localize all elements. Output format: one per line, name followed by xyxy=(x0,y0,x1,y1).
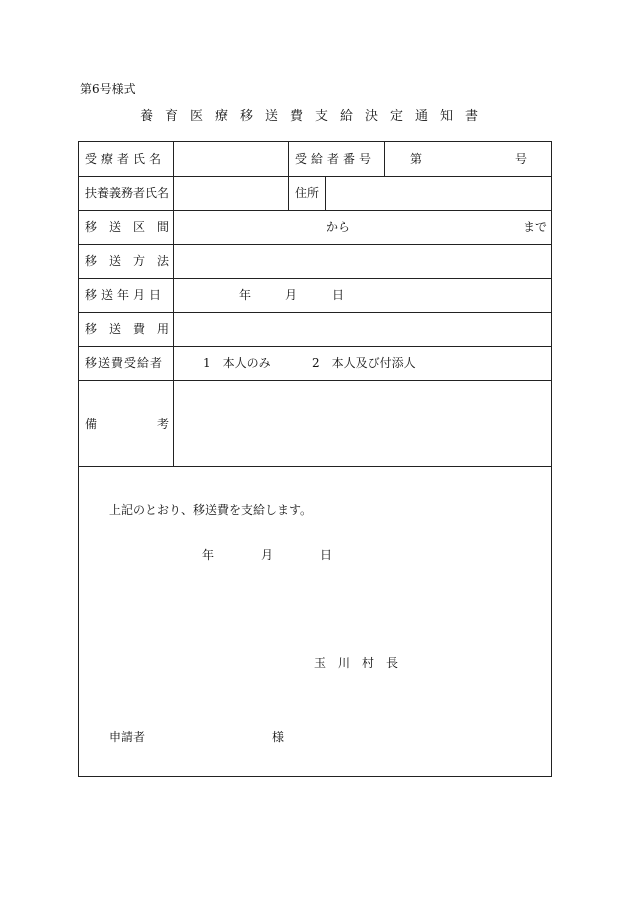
document-title: 養育医療移送費支給決定通知書 xyxy=(139,109,490,124)
payee-option-with-attendant[interactable]: 2 本人及び付添人 xyxy=(312,356,416,370)
method-field[interactable] xyxy=(175,246,545,276)
method-label: 移送方法 xyxy=(85,254,182,268)
remarks-label-right: 考 xyxy=(157,417,170,431)
applicant-name-field[interactable] xyxy=(159,724,269,744)
guardian-name-field[interactable] xyxy=(175,178,286,208)
form-number: 第6号様式 xyxy=(80,82,136,96)
address-label: 住所 xyxy=(295,186,320,200)
notice-year: 年 xyxy=(202,548,215,562)
applicant-honorific: 様 xyxy=(272,730,285,744)
row-divider xyxy=(79,244,551,245)
notice-day: 日 xyxy=(320,548,333,562)
date-month: 月 xyxy=(285,288,298,302)
row-divider xyxy=(79,380,551,381)
payee-option-self[interactable]: 1 本人のみ xyxy=(203,356,271,370)
guardian-name-label: 扶養義務者氏名 xyxy=(85,186,170,200)
benefit-number-label: 受給者番号 xyxy=(295,152,376,166)
form-table xyxy=(78,141,552,777)
recipient-name-label: 受療者氏名 xyxy=(85,152,166,166)
route-from: から xyxy=(326,220,351,234)
row-divider xyxy=(79,210,551,211)
payee-label: 移送費受給者 xyxy=(85,356,164,370)
row-divider xyxy=(79,176,551,177)
remarks-label-left: 備 xyxy=(85,417,98,431)
row-divider xyxy=(79,466,551,467)
date-year: 年 xyxy=(239,288,252,302)
row-divider xyxy=(79,312,551,313)
recipient-name-field[interactable] xyxy=(175,144,286,174)
cost-label: 移送費用 xyxy=(85,322,182,336)
cost-field[interactable] xyxy=(175,314,545,344)
date-day: 日 xyxy=(332,288,345,302)
column-divider xyxy=(288,142,289,210)
row-divider xyxy=(79,278,551,279)
remarks-field[interactable] xyxy=(175,382,545,464)
column-divider xyxy=(325,176,326,210)
route-label: 移送区間 xyxy=(85,220,182,234)
address-field[interactable] xyxy=(327,178,547,208)
column-divider xyxy=(173,142,174,466)
issuer-name: 玉 川 村 長 xyxy=(314,656,399,670)
column-divider xyxy=(384,142,385,176)
applicant-label: 申請者 xyxy=(109,730,146,744)
transport-date-label: 移送年月日 xyxy=(85,288,166,302)
number-suffix: 号 xyxy=(515,152,528,166)
route-to: まで xyxy=(523,220,548,234)
notice-statement: 上記のとおり、移送費を支給します。 xyxy=(109,503,313,517)
notice-month: 月 xyxy=(261,548,274,562)
row-divider xyxy=(79,346,551,347)
number-prefix: 第 xyxy=(410,152,423,166)
